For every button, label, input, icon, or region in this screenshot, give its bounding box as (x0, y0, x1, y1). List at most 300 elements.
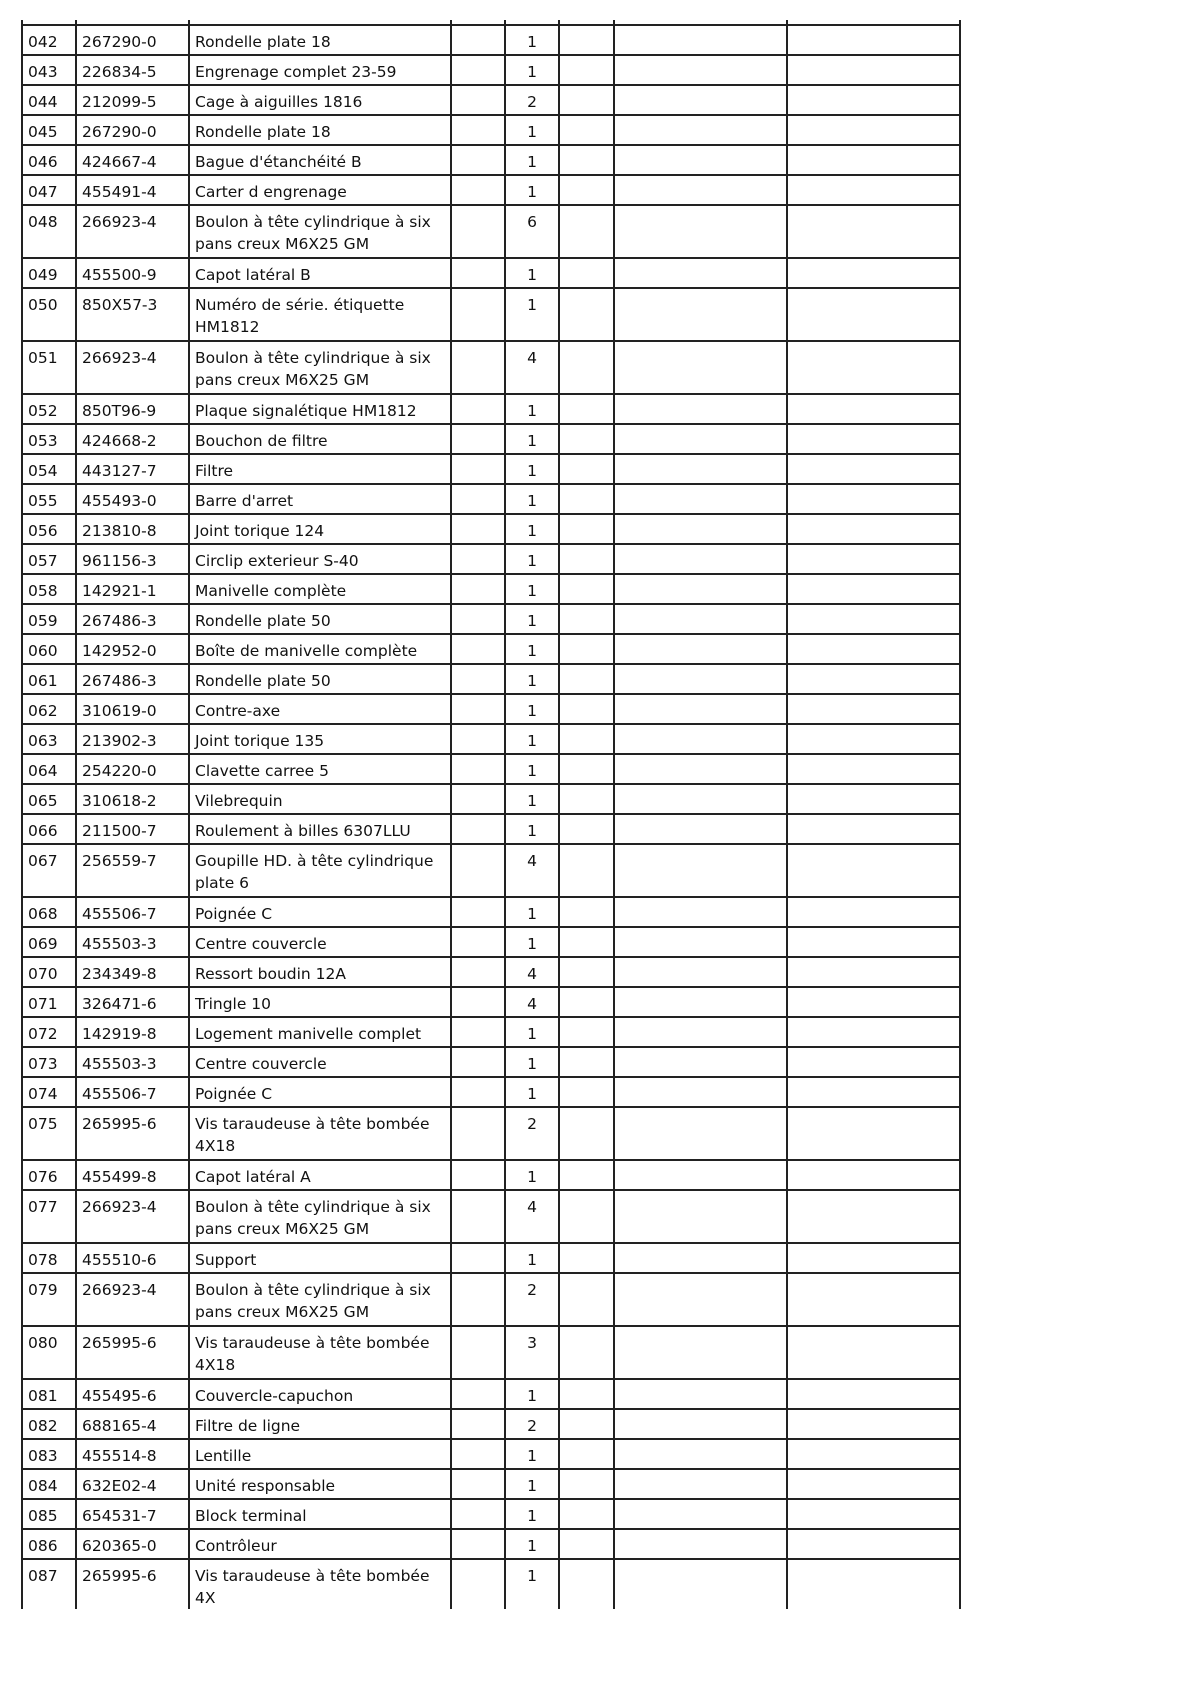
quantity: 1 (505, 694, 559, 724)
part-number: 455510-6 (76, 1243, 189, 1273)
part-number: 443127-7 (76, 454, 189, 484)
part-description: Filtre (189, 454, 451, 484)
empty-cell (559, 258, 614, 288)
empty-cell (451, 1409, 505, 1439)
empty-cell (787, 604, 960, 634)
part-number: 267290-0 (76, 25, 189, 55)
empty-cell (451, 897, 505, 927)
item-ref-number: 064 (22, 754, 76, 784)
item-ref-number: 042 (22, 25, 76, 55)
empty-cell (787, 1409, 960, 1439)
parts-table (21, 20, 961, 1609)
empty-cell (787, 1273, 960, 1326)
part-number: 267486-3 (76, 604, 189, 634)
empty-cell (451, 258, 505, 288)
empty-cell (451, 574, 505, 604)
empty-cell (614, 1439, 787, 1469)
part-number: 226834-5 (76, 55, 189, 85)
table-row (22, 454, 960, 484)
empty-cell (559, 1379, 614, 1409)
empty-cell (614, 957, 787, 987)
empty-cell (451, 145, 505, 175)
item-ref-number: 079 (22, 1273, 76, 1326)
empty-cell (559, 145, 614, 175)
part-description: Roulement à billes 6307LLU (189, 814, 451, 844)
part-number: 455495-6 (76, 1379, 189, 1409)
part-description: Vis taraudeuse à tête bombée 4X18 (189, 1326, 451, 1379)
part-number: 850T96-9 (76, 394, 189, 424)
empty-cell (559, 987, 614, 1017)
table-row (22, 1529, 960, 1559)
empty-cell (614, 724, 787, 754)
empty-cell (787, 484, 960, 514)
empty-cell (787, 55, 960, 85)
empty-cell (787, 85, 960, 115)
table-row (22, 1017, 960, 1047)
empty-cell (614, 1529, 787, 1559)
empty-cell (787, 1499, 960, 1529)
empty-cell (614, 844, 787, 897)
quantity: 1 (505, 1160, 559, 1190)
empty-cell (559, 754, 614, 784)
part-description: Poignée C (189, 1077, 451, 1107)
empty-cell (559, 694, 614, 724)
table-row (22, 1243, 960, 1273)
part-description: Boulon à tête cylindrique à six pans creux M6X25 GM (189, 1190, 451, 1243)
item-ref-number: 076 (22, 1160, 76, 1190)
empty-cell (614, 1190, 787, 1243)
empty-cell (787, 987, 960, 1017)
table-row (22, 1439, 960, 1469)
table-row (22, 424, 960, 454)
quantity: 1 (505, 897, 559, 927)
empty-cell (451, 1439, 505, 1469)
part-description: Bouchon de filtre (189, 424, 451, 454)
part-description: Rondelle plate 18 (189, 115, 451, 145)
table-row (22, 604, 960, 634)
quantity: 1 (505, 1379, 559, 1409)
empty-cell (787, 1326, 960, 1379)
empty-cell (559, 1529, 614, 1559)
empty-cell (451, 844, 505, 897)
quantity: 1 (505, 145, 559, 175)
item-ref-number: 057 (22, 544, 76, 574)
table-row (22, 1077, 960, 1107)
quantity: 6 (505, 205, 559, 258)
part-description: Rondelle plate 50 (189, 604, 451, 634)
empty-cell (614, 664, 787, 694)
empty-cell (614, 1273, 787, 1326)
part-number: 234349-8 (76, 957, 189, 987)
part-description: Engrenage complet 23-59 (189, 55, 451, 85)
empty-cell (451, 1273, 505, 1326)
empty-cell (787, 754, 960, 784)
part-description: Cage à aiguilles 1816 (189, 85, 451, 115)
quantity: 1 (505, 1469, 559, 1499)
empty-cell (559, 1559, 614, 1609)
quantity: 4 (505, 1190, 559, 1243)
quantity: 1 (505, 424, 559, 454)
item-ref-number: 045 (22, 115, 76, 145)
empty-cell (451, 634, 505, 664)
empty-cell (614, 1499, 787, 1529)
item-ref-number: 075 (22, 1107, 76, 1160)
empty-cell (787, 1559, 960, 1609)
empty-cell (787, 1160, 960, 1190)
empty-cell (451, 784, 505, 814)
part-number: 688165-4 (76, 1409, 189, 1439)
empty-cell (559, 784, 614, 814)
empty-cell (787, 694, 960, 724)
item-ref-number: 049 (22, 258, 76, 288)
item-ref-number: 048 (22, 205, 76, 258)
part-number: 212099-5 (76, 85, 189, 115)
part-number: 265995-6 (76, 1559, 189, 1609)
empty-cell (614, 987, 787, 1017)
part-description: Unité responsable (189, 1469, 451, 1499)
empty-cell (559, 25, 614, 55)
empty-cell (451, 1077, 505, 1107)
item-ref-number: 059 (22, 604, 76, 634)
part-number: 256559-7 (76, 844, 189, 897)
part-number: 265995-6 (76, 1326, 189, 1379)
part-description: Ressort boudin 12A (189, 957, 451, 987)
empty-cell (614, 115, 787, 145)
part-description: Rondelle plate 18 (189, 25, 451, 55)
empty-cell (559, 1077, 614, 1107)
empty-cell (451, 754, 505, 784)
quantity: 3 (505, 1326, 559, 1379)
empty-cell (559, 574, 614, 604)
empty-cell (451, 1017, 505, 1047)
table-row (22, 115, 960, 145)
empty-cell (614, 1379, 787, 1409)
quantity: 1 (505, 514, 559, 544)
quantity: 1 (505, 25, 559, 55)
part-description: Capot latéral A (189, 1160, 451, 1190)
quantity: 1 (505, 175, 559, 205)
empty-cell (614, 1326, 787, 1379)
item-ref-number: 058 (22, 574, 76, 604)
empty-cell (451, 484, 505, 514)
empty-cell (787, 1529, 960, 1559)
empty-cell (614, 55, 787, 85)
table-row (22, 1499, 960, 1529)
empty-cell (614, 784, 787, 814)
empty-cell (451, 1107, 505, 1160)
table-row (22, 258, 960, 288)
item-ref-number: 072 (22, 1017, 76, 1047)
empty-cell (559, 1243, 614, 1273)
empty-cell (451, 1559, 505, 1609)
empty-cell (451, 394, 505, 424)
empty-cell (559, 1499, 614, 1529)
empty-cell (614, 634, 787, 664)
part-number: 424668-2 (76, 424, 189, 454)
quantity: 1 (505, 1017, 559, 1047)
part-description: Carter d engrenage (189, 175, 451, 205)
empty-cell (559, 454, 614, 484)
empty-cell (451, 1047, 505, 1077)
empty-cell (451, 1190, 505, 1243)
empty-cell (787, 574, 960, 604)
quantity: 1 (505, 484, 559, 514)
item-ref-number: 065 (22, 784, 76, 814)
table-row (22, 1469, 960, 1499)
part-number: 961156-3 (76, 544, 189, 574)
quantity: 1 (505, 604, 559, 634)
empty-cell (559, 55, 614, 85)
empty-cell (451, 694, 505, 724)
table-row (22, 664, 960, 694)
item-ref-number: 085 (22, 1499, 76, 1529)
quantity: 1 (505, 1529, 559, 1559)
part-number: 213902-3 (76, 724, 189, 754)
empty-cell (559, 927, 614, 957)
quantity: 1 (505, 664, 559, 694)
table-row (22, 55, 960, 85)
empty-cell (559, 634, 614, 664)
item-ref-number: 050 (22, 288, 76, 341)
part-description: Rondelle plate 50 (189, 664, 451, 694)
quantity: 1 (505, 115, 559, 145)
empty-cell (559, 85, 614, 115)
quantity: 1 (505, 814, 559, 844)
part-number: 310618-2 (76, 784, 189, 814)
empty-cell (614, 288, 787, 341)
quantity: 1 (505, 544, 559, 574)
item-ref-number: 053 (22, 424, 76, 454)
table-row (22, 1047, 960, 1077)
item-ref-number: 069 (22, 927, 76, 957)
empty-cell (787, 205, 960, 258)
part-number: 267486-3 (76, 664, 189, 694)
item-ref-number: 061 (22, 664, 76, 694)
empty-cell (559, 1160, 614, 1190)
empty-cell (787, 1047, 960, 1077)
part-number: 266923-4 (76, 205, 189, 258)
empty-cell (614, 341, 787, 394)
table-row (22, 1273, 960, 1326)
part-description: Circlip exterieur S-40 (189, 544, 451, 574)
part-description: Contrôleur (189, 1529, 451, 1559)
item-ref-number: 044 (22, 85, 76, 115)
quantity: 4 (505, 987, 559, 1017)
item-ref-number: 060 (22, 634, 76, 664)
empty-cell (451, 927, 505, 957)
item-ref-number: 052 (22, 394, 76, 424)
table-row (22, 1409, 960, 1439)
quantity: 2 (505, 1409, 559, 1439)
part-number: 455506-7 (76, 1077, 189, 1107)
empty-cell (451, 987, 505, 1017)
table-row (22, 574, 960, 604)
table-row (22, 1326, 960, 1379)
item-ref-number: 062 (22, 694, 76, 724)
empty-cell (614, 694, 787, 724)
empty-cell (614, 514, 787, 544)
empty-cell (451, 724, 505, 754)
item-ref-number: 071 (22, 987, 76, 1017)
item-ref-number: 084 (22, 1469, 76, 1499)
part-number: 326471-6 (76, 987, 189, 1017)
empty-cell (559, 1190, 614, 1243)
empty-cell (787, 1017, 960, 1047)
quantity: 1 (505, 394, 559, 424)
part-number: 455493-0 (76, 484, 189, 514)
item-ref-number: 066 (22, 814, 76, 844)
empty-cell (451, 85, 505, 115)
part-number: 632E02-4 (76, 1469, 189, 1499)
part-description: Numéro de série. étiquette HM1812 (189, 288, 451, 341)
empty-cell (451, 514, 505, 544)
item-ref-number: 067 (22, 844, 76, 897)
quantity: 1 (505, 724, 559, 754)
part-description: Poignée C (189, 897, 451, 927)
empty-cell (614, 574, 787, 604)
part-number: 267290-0 (76, 115, 189, 145)
empty-cell (451, 175, 505, 205)
table-row (22, 85, 960, 115)
empty-cell (614, 258, 787, 288)
empty-cell (559, 844, 614, 897)
table-row (22, 394, 960, 424)
item-ref-number: 073 (22, 1047, 76, 1077)
empty-cell (614, 1160, 787, 1190)
empty-cell (451, 424, 505, 454)
part-number: 455500-9 (76, 258, 189, 288)
empty-cell (787, 664, 960, 694)
part-number: 266923-4 (76, 1273, 189, 1326)
empty-cell (451, 814, 505, 844)
empty-cell (614, 1409, 787, 1439)
quantity: 1 (505, 55, 559, 85)
part-description: Contre-axe (189, 694, 451, 724)
empty-cell (787, 844, 960, 897)
empty-cell (614, 814, 787, 844)
empty-cell (614, 1107, 787, 1160)
table-row (22, 634, 960, 664)
empty-cell (614, 1047, 787, 1077)
empty-cell (614, 454, 787, 484)
part-number: 455514-8 (76, 1439, 189, 1469)
parts-table-body (22, 20, 960, 1609)
table-row (22, 957, 960, 987)
part-description: Centre couvercle (189, 1047, 451, 1077)
empty-cell (559, 814, 614, 844)
empty-cell (787, 514, 960, 544)
table-row (22, 145, 960, 175)
item-ref-number: 087 (22, 1559, 76, 1609)
empty-cell (787, 25, 960, 55)
item-ref-number: 082 (22, 1409, 76, 1439)
part-description: Joint torique 124 (189, 514, 451, 544)
empty-cell (559, 424, 614, 454)
empty-cell (559, 1326, 614, 1379)
item-ref-number: 086 (22, 1529, 76, 1559)
part-number: 455506-7 (76, 897, 189, 927)
quantity: 1 (505, 1047, 559, 1077)
part-description: Vis taraudeuse à tête bombée 4X18 (189, 1107, 451, 1160)
empty-cell (787, 927, 960, 957)
item-ref-number: 056 (22, 514, 76, 544)
empty-cell (559, 897, 614, 927)
empty-cell (787, 1469, 960, 1499)
empty-cell (787, 784, 960, 814)
part-number: 850X57-3 (76, 288, 189, 341)
empty-cell (559, 1047, 614, 1077)
part-number: 455491-4 (76, 175, 189, 205)
quantity: 1 (505, 1077, 559, 1107)
part-number: 310619-0 (76, 694, 189, 724)
empty-cell (451, 1160, 505, 1190)
part-description: Goupille HD. à tête cylindrique plate 6 (189, 844, 451, 897)
empty-cell (614, 1243, 787, 1273)
table-row (22, 1190, 960, 1243)
empty-cell (614, 205, 787, 258)
item-ref-number: 054 (22, 454, 76, 484)
empty-cell (451, 957, 505, 987)
empty-cell (559, 1439, 614, 1469)
table-row (22, 514, 960, 544)
empty-cell (451, 544, 505, 574)
part-description: Filtre de ligne (189, 1409, 451, 1439)
empty-cell (559, 288, 614, 341)
quantity: 1 (505, 634, 559, 664)
table-row (22, 1107, 960, 1160)
empty-cell (787, 454, 960, 484)
item-ref-number: 074 (22, 1077, 76, 1107)
empty-cell (787, 288, 960, 341)
empty-cell (559, 484, 614, 514)
empty-cell (451, 454, 505, 484)
item-ref-number: 068 (22, 897, 76, 927)
part-number: 455503-3 (76, 927, 189, 957)
empty-cell (614, 1077, 787, 1107)
empty-cell (559, 724, 614, 754)
part-description: Couvercle-capuchon (189, 1379, 451, 1409)
table-row (22, 897, 960, 927)
part-description: Manivelle complète (189, 574, 451, 604)
part-description: Vilebrequin (189, 784, 451, 814)
item-ref-number: 055 (22, 484, 76, 514)
empty-cell (451, 288, 505, 341)
empty-cell (559, 957, 614, 987)
empty-cell (451, 25, 505, 55)
item-ref-number: 078 (22, 1243, 76, 1273)
empty-cell (787, 544, 960, 574)
part-number: 142952-0 (76, 634, 189, 664)
empty-cell (614, 85, 787, 115)
quantity: 1 (505, 1559, 559, 1609)
table-row (22, 844, 960, 897)
empty-cell (614, 754, 787, 784)
part-number: 424667-4 (76, 145, 189, 175)
part-number: 265995-6 (76, 1107, 189, 1160)
empty-cell (787, 634, 960, 664)
item-ref-number: 051 (22, 341, 76, 394)
empty-cell (614, 604, 787, 634)
quantity: 1 (505, 1243, 559, 1273)
quantity: 1 (505, 574, 559, 604)
empty-cell (559, 1107, 614, 1160)
table-row (22, 484, 960, 514)
quantity: 4 (505, 957, 559, 987)
quantity: 1 (505, 1439, 559, 1469)
empty-cell (559, 341, 614, 394)
empty-cell (559, 115, 614, 145)
part-description: Joint torique 135 (189, 724, 451, 754)
